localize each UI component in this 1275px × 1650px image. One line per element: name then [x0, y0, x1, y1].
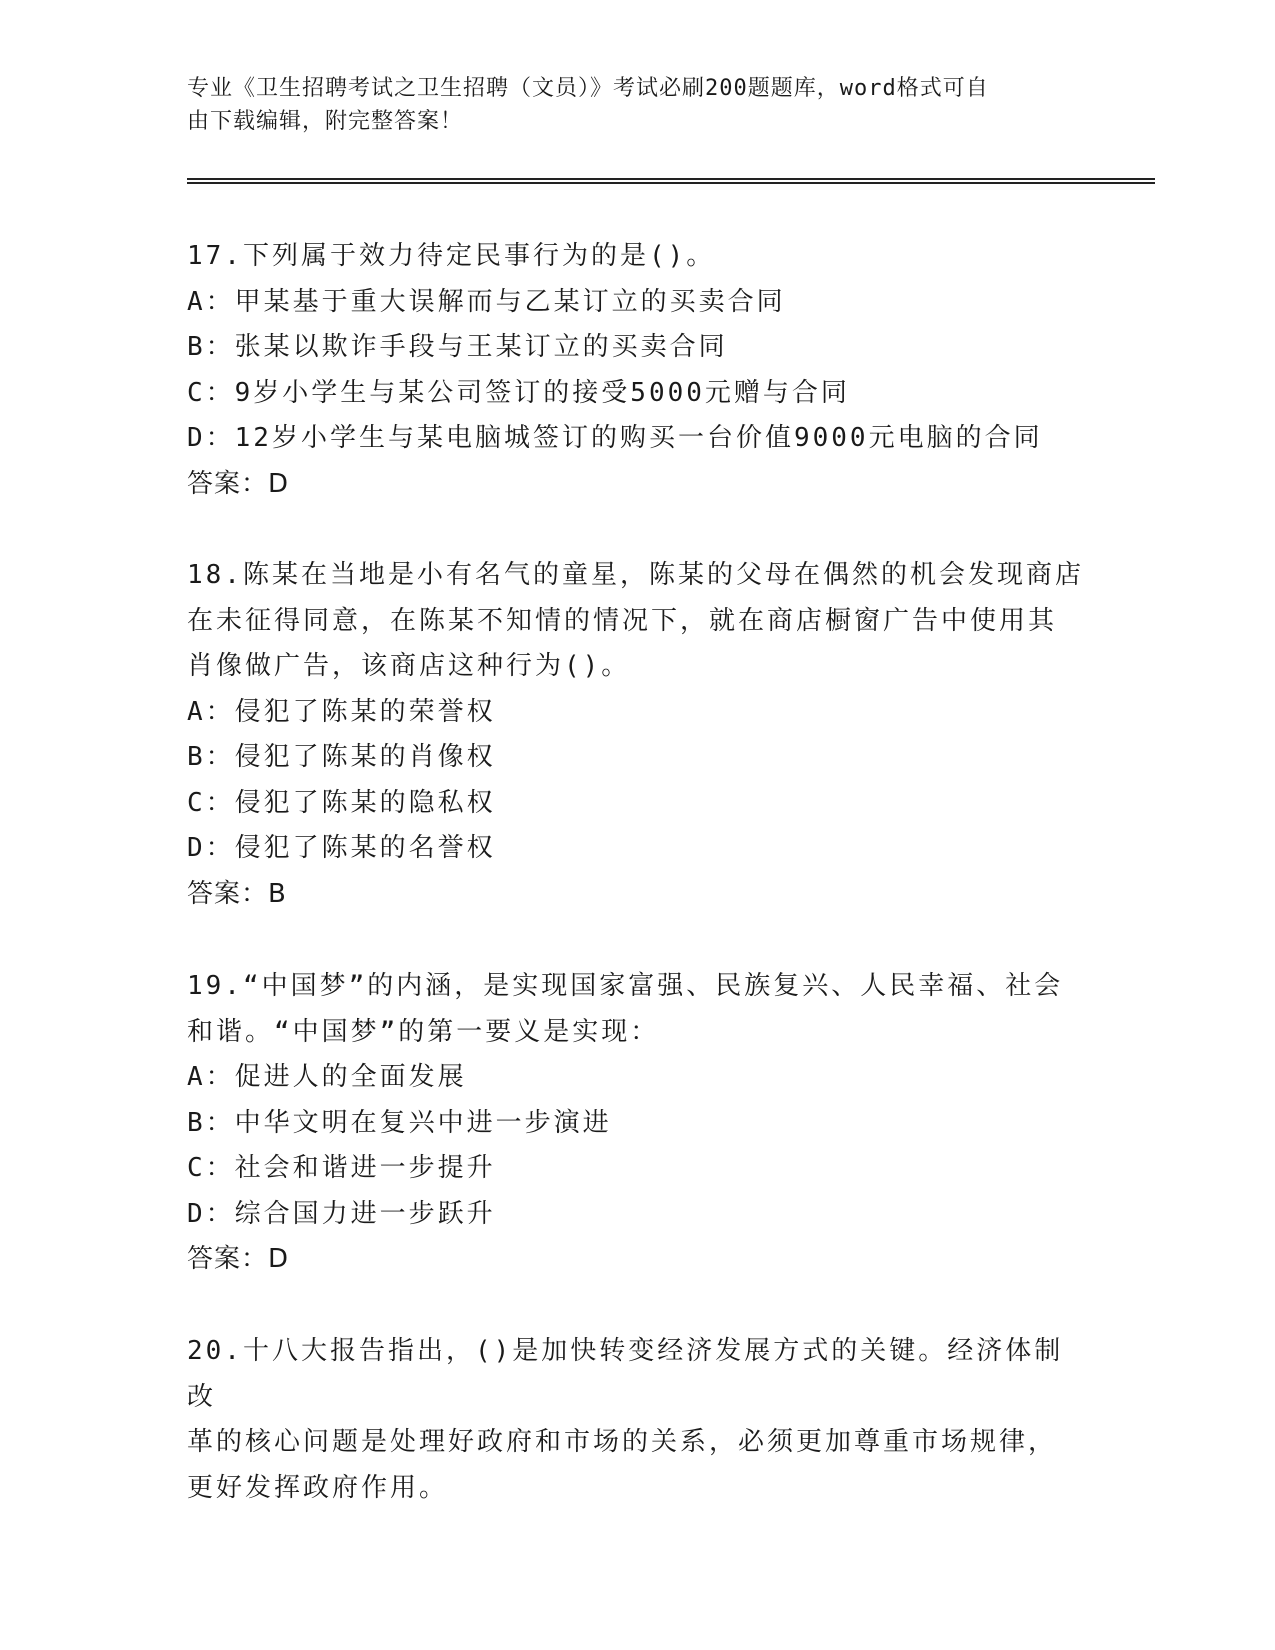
option-d: D：12岁小学生与某电脑城签订的购买一台价值9000元电脑的合同 — [187, 423, 1043, 453]
question-stem-line-2: 在未征得同意，在陈某不知情的情况下，就在商店橱窗广告中使用其 — [187, 605, 1058, 636]
option-b: B：中华文明在复兴中进一步演进 — [187, 1107, 612, 1138]
question-stem-line-1: 20.十八大报告指出，()是加快转变经济发展方式的关键。经济体制改 — [187, 1336, 1064, 1412]
question-stem-line-1: 18.陈某在当地是小有名气的童星，陈某的父母在偶然的机会发现商店 — [187, 560, 1084, 590]
option-b: B：张某以欺诈手段与王某订立的买卖合同 — [187, 332, 728, 362]
question-stem-line-1: 19.“中国梦”的内涵，是实现国家富强、民族复兴、人民幸福、社会 — [187, 971, 1064, 1001]
option-c: C：9岁小学生与某公司签订的接受5000元赠与合同 — [187, 377, 850, 408]
option-a: A：甲某基于重大误解而与乙某订立的买卖合同 — [187, 286, 786, 317]
question-stem-line-3: 更好发挥政府作用。 — [187, 1472, 449, 1503]
option-a: A：侵犯了陈某的荣誉权 — [187, 696, 496, 727]
document-header — [187, 72, 1067, 138]
answer: 答案：D — [187, 468, 290, 499]
question-19 — [187, 964, 1087, 1283]
option-a: A：促进人的全面发展 — [187, 1062, 467, 1092]
header-divider-top — [187, 178, 1155, 180]
option-b: B：侵犯了陈某的肖像权 — [187, 742, 496, 772]
header-line-2: 由下载编辑，附完整答案！ — [187, 109, 464, 134]
option-c: C：侵犯了陈某的隐私权 — [187, 787, 496, 818]
answer: 答案：B — [187, 878, 287, 909]
question-20 — [187, 1329, 1087, 1511]
option-d: D：综合国力进一步跃升 — [187, 1198, 496, 1229]
question-18 — [187, 553, 1087, 917]
question-17 — [187, 234, 1087, 507]
question-stem-line-2: 革的核心问题是处理好政府和市场的关系，必须更加尊重市场规律， — [187, 1427, 1058, 1457]
header-line-1: 专业《卫生招聘考试之卫生招聘（文员）》考试必刷200题题库，word格式可自 — [187, 76, 989, 101]
answer: 答案：D — [187, 1244, 290, 1274]
option-c: C：社会和谐进一步提升 — [187, 1153, 496, 1183]
question-stem-line-2: 和谐。“中国梦”的第一要义是实现： — [187, 1016, 660, 1047]
question-stem-line-3: 肖像做广告，该商店这种行为()。 — [187, 651, 631, 681]
header-divider-bottom — [187, 182, 1155, 184]
question-stem: 17.下列属于效力待定民事行为的是()。 — [187, 241, 716, 271]
option-d: D：侵犯了陈某的名誉权 — [187, 833, 496, 863]
